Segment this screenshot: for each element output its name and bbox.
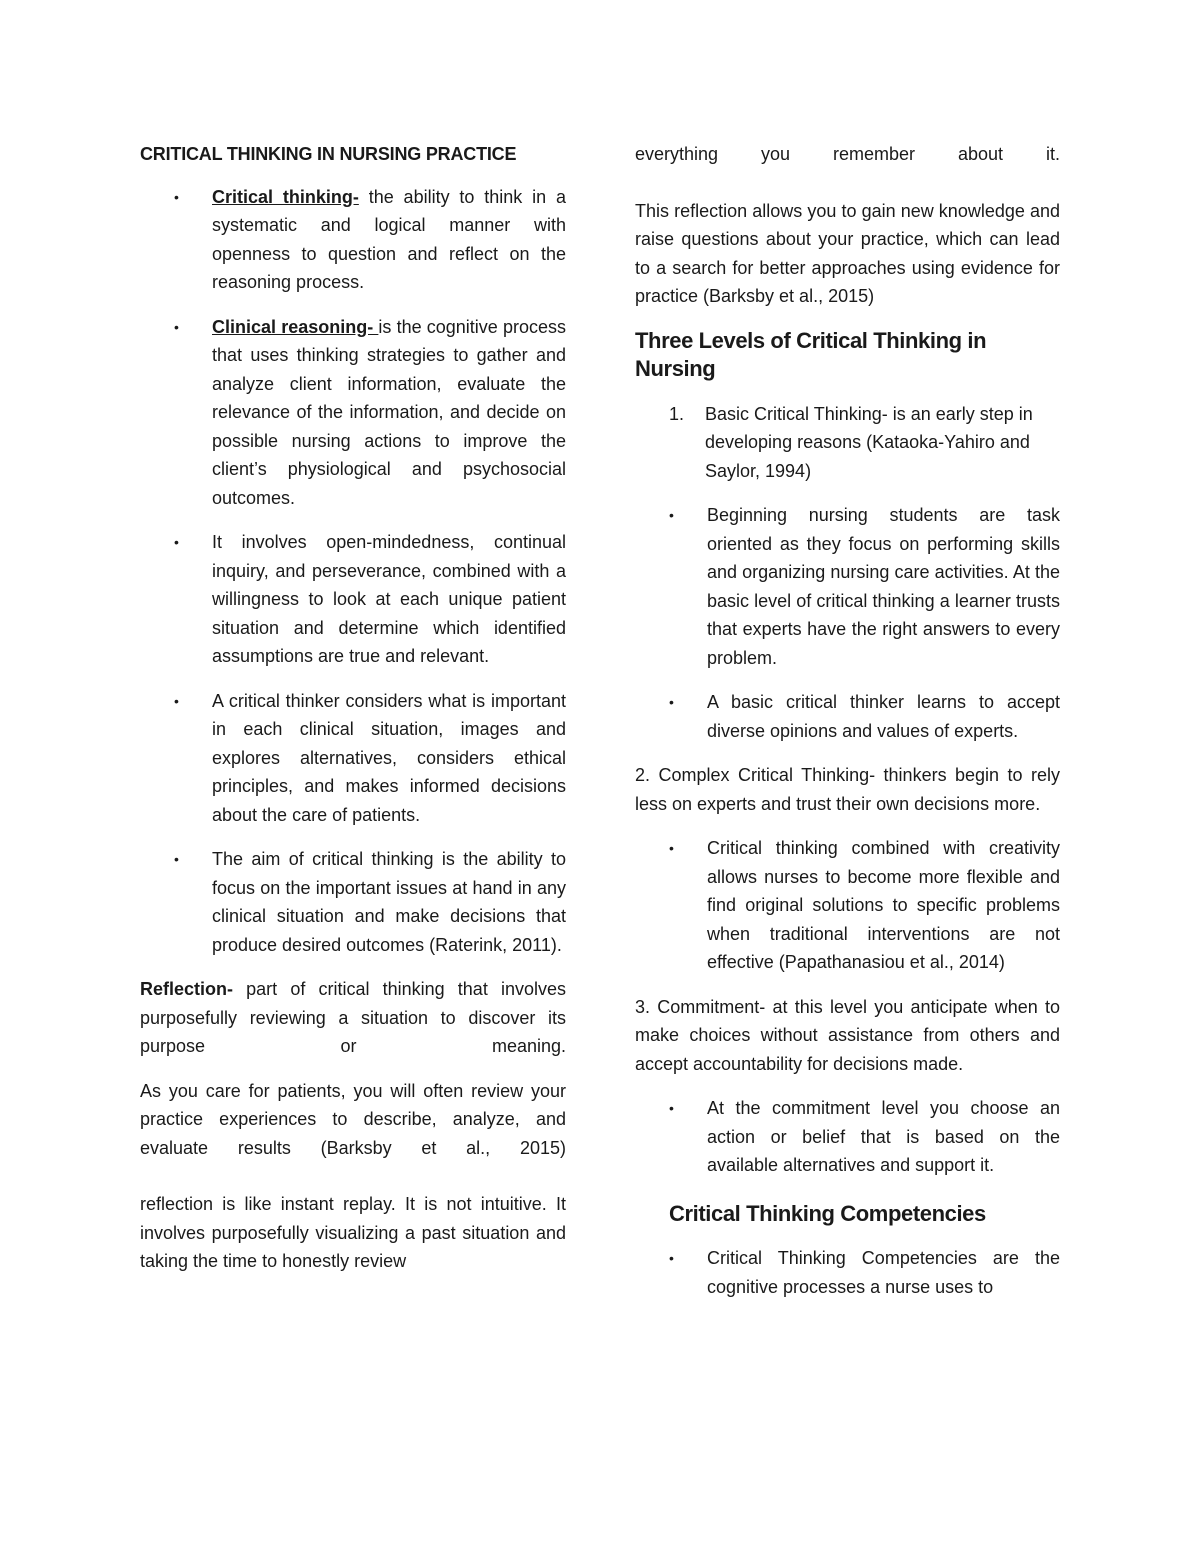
commitment-level-bullets bbox=[635, 1094, 1060, 1180]
list-number: 1. bbox=[669, 403, 685, 424]
bullet-icon: • bbox=[174, 188, 179, 205]
paragraph-practice: As you care for patients, you will often review your practice experiences to describe, analyze, and evaluate results (Barksby et al., 2015) bbox=[140, 1080, 566, 1158]
section-heading-competencies: Critical Thinking Competencies bbox=[669, 1200, 986, 1226]
list-item bbox=[635, 501, 1060, 672]
reflection-definition: part of critical thinking that involves purposefully reviewing a situation to discover its purpose or meaning. bbox=[140, 979, 566, 1056]
left-column bbox=[140, 140, 566, 1292]
document-title: CRITICAL THINKING IN NURSING PRACTICE bbox=[140, 144, 517, 164]
bullet-icon: • bbox=[669, 840, 674, 856]
list-item bbox=[635, 1244, 1060, 1301]
right-column bbox=[635, 140, 1060, 1317]
definition-text: the ability to think in a systematic and logical manner with openness to question and reflect on the reasoning process. bbox=[212, 186, 566, 292]
paragraph-reflection-benefit: This reflection allows you to gain new knowledge and raise questions about your practice, which can lead to a search for better approaches using evidence for practice (Barksby et al., 2015) bbox=[635, 200, 1060, 306]
bullet-icon: • bbox=[669, 1250, 674, 1266]
list-item bbox=[140, 687, 566, 830]
list-item bbox=[635, 1094, 1060, 1180]
item-text: Critical Thinking Competencies are the cognitive processes a nurse uses to bbox=[707, 1248, 1060, 1297]
list-item bbox=[635, 400, 1060, 486]
level-commitment-text: 3. Commitment- at this level you anticipate when to make choices without assistance from others and accept accountability for decisions made. bbox=[635, 996, 1060, 1074]
bullet-icon: • bbox=[669, 694, 674, 710]
list-item bbox=[140, 845, 566, 959]
bullet-icon: • bbox=[174, 692, 179, 709]
continued-text: everything you remember about it. bbox=[635, 144, 1060, 164]
item-text: A critical thinker considers what is important in each clinical situation, images and explores alternatives, considers ethical principles, and makes informed decisions about the care of patients. bbox=[212, 690, 566, 825]
list-item bbox=[635, 688, 1060, 745]
paragraph-instant-replay: reflection is like instant replay. It is not intuitive. It involves purposefully visualizing a past situation and taking the time to honestly review bbox=[140, 1194, 566, 1271]
bullet-icon: • bbox=[174, 534, 179, 550]
item-text: A basic critical thinker learns to accept diverse opinions and values of experts. bbox=[707, 692, 1060, 741]
item-text: It involves open-mindedness, continual inquiry, and perseverance, combined with a willingness to look at each unique patient situation and determine which identified assumptions are true and relevant. bbox=[212, 532, 566, 666]
list-item bbox=[140, 313, 566, 513]
bullet-icon: • bbox=[669, 507, 674, 523]
reflection-paragraph bbox=[140, 975, 566, 1061]
list-item bbox=[140, 183, 566, 297]
term-critical-thinking: Critical thinking- bbox=[212, 186, 359, 207]
list-item bbox=[140, 528, 566, 671]
levels-list bbox=[635, 400, 1060, 486]
bullet-icon: • bbox=[174, 318, 179, 335]
section-heading-levels: Three Levels of Critical Thinking in Nursing bbox=[635, 327, 987, 381]
item-text: Critical thinking combined with creativity allows nurses to become more flexible and find original solutions to specific problems when traditional interventions are not effective (Papathanasiou et al., 2014) bbox=[707, 838, 1060, 972]
term-clinical-reasoning: Clinical reasoning- bbox=[212, 316, 379, 337]
definition-list bbox=[140, 183, 566, 960]
bullet-icon: • bbox=[174, 851, 179, 867]
level-basic-text: Basic Critical Thinking- is an early step in developing reasons (Kataoka-Yahiro and Saylor, 1994) bbox=[705, 403, 1033, 481]
list-item bbox=[635, 834, 1060, 977]
item-text: Beginning nursing students are task oriented as they focus on performing skills and organizing nursing care activities. At the basic level of critical thinking a learner trusts that experts have the right answers to every problem. bbox=[707, 505, 1060, 668]
complex-level-bullets bbox=[635, 834, 1060, 977]
reflection-term: Reflection- bbox=[140, 979, 234, 999]
item-text: At the commitment level you choose an action or belief that is based on the available alternatives and support it. bbox=[707, 1098, 1060, 1175]
bullet-icon: • bbox=[669, 1100, 674, 1116]
competencies-bullets bbox=[635, 1244, 1060, 1301]
definition-text: is the cognitive process that uses thinking strategies to gather and analyze client information, evaluate the relevance of the information, and decide on possible nursing actions to improve the client’s physiological and psychosocial outcomes. bbox=[212, 316, 566, 508]
item-text: The aim of critical thinking is the ability to focus on the important issues at hand in any clinical situation and make decisions that produce desired outcomes (Raterink, 2011). bbox=[212, 849, 566, 955]
level-complex-text: 2. Complex Critical Thinking- thinkers begin to rely less on experts and trust their own decisions more. bbox=[635, 765, 1060, 814]
basic-level-bullets bbox=[635, 501, 1060, 745]
